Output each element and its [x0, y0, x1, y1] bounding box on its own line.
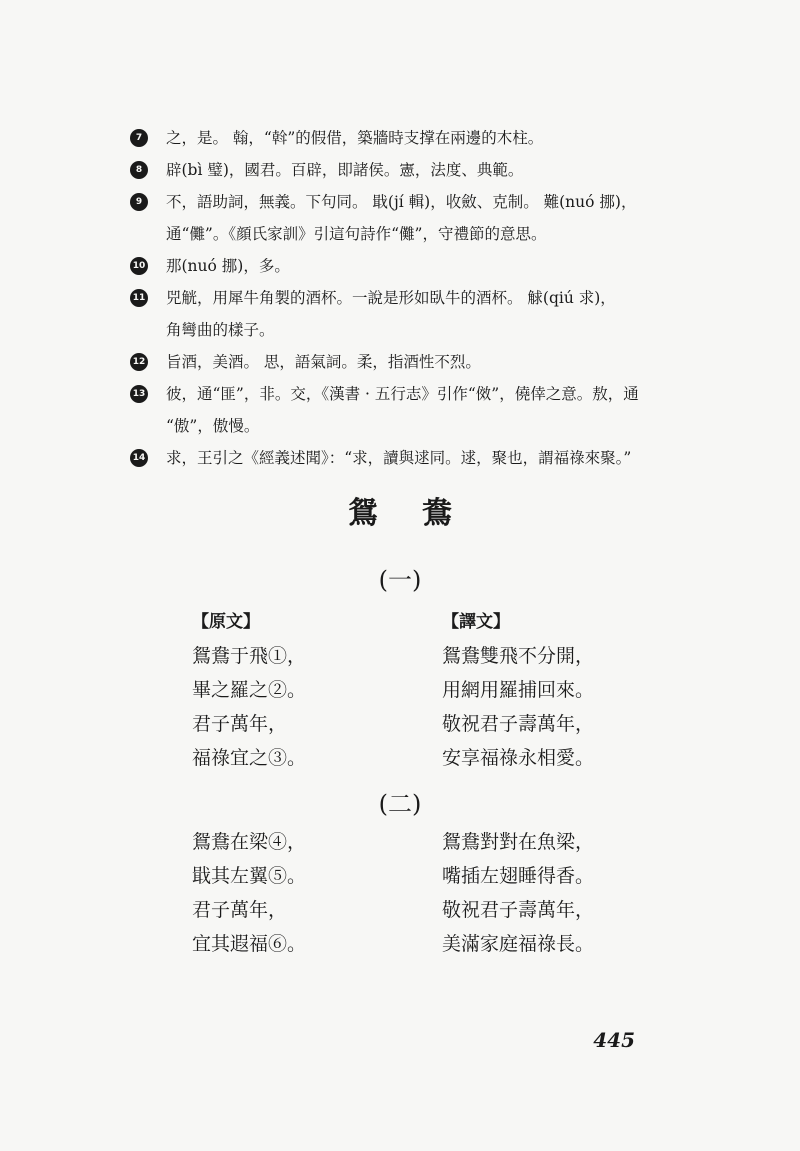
note-text: 辟(bì 璧)，國君。百辟，即諸侯。憲，法度、典範。: [166, 161, 524, 179]
note-number: 12: [130, 353, 148, 371]
original-text-column: [192, 825, 306, 961]
translation-line: 鴛鴦雙飛不分開，: [442, 645, 595, 667]
note-number: 9: [130, 193, 148, 211]
original-line: 鴛鴦在梁④，: [192, 831, 307, 853]
note-text: 旨酒，美酒。 思，語氣詞。柔，指酒性不烈。: [166, 353, 481, 371]
note-text: 通“儺”。《顔氏家訓》引這句詩作“儺”，守禮節的意思。: [166, 225, 547, 243]
translation-line: 嘴插左翅睡得香。: [442, 865, 595, 887]
note-number: 10: [130, 257, 148, 275]
original-line: 畢之羅之②。: [192, 679, 307, 701]
note-text: 角彎曲的樣子。: [166, 321, 275, 339]
note-12: [130, 346, 670, 378]
original-line: 君子萬年，: [192, 899, 288, 921]
note-13: [130, 378, 670, 442]
note-9: [130, 186, 670, 250]
original-header: 【原文】: [192, 612, 260, 632]
poem-title: 鴛鴦: [348, 496, 496, 531]
translation-column: [442, 605, 594, 775]
original-line: 福祿宜之③。: [192, 747, 307, 769]
note-14: [130, 442, 670, 474]
note-number: 14: [130, 449, 148, 467]
original-line: 戢其左翼⑤。: [192, 865, 307, 887]
notes-list: [130, 122, 670, 474]
note-11: [130, 282, 670, 346]
translation-line: 用網用羅捕回來。: [442, 679, 595, 701]
note-number: 8: [130, 161, 148, 179]
note-text: 不，語助詞，無義。下句同。 戢(jí 輯)，收斂、克制。 難(nuó 挪)，: [166, 193, 637, 211]
page-number: 445: [593, 1028, 635, 1052]
translation-line: 美滿家庭福祿長。: [442, 933, 595, 955]
section-label: (一): [378, 566, 422, 594]
note-text: 彼，通“匪”，非。交，《漢書 · 五行志》引作“傚”，僥倖之意。敖，通: [166, 385, 639, 403]
original-line: 鴛鴦于飛①，: [192, 645, 307, 667]
note-text: 之，是。 翰，“斡”的假借，築牆時支撑在兩邊的木柱。: [166, 129, 544, 147]
translation-column: [442, 825, 594, 961]
note-number: 13: [130, 385, 148, 403]
note-text: 求，王引之《經義述聞》：“求，讀與逑同。逑，聚也，謂福祿來聚。”: [166, 449, 632, 467]
note-number: 11: [130, 289, 148, 307]
note-10: [130, 250, 670, 282]
note-number: 7: [130, 129, 148, 147]
translation-line: 敬祝君子壽萬年，: [442, 713, 595, 735]
note-7: [130, 122, 670, 154]
note-text: 那(nuó 挪)，多。: [166, 257, 290, 275]
translation-line: 敬祝君子壽萬年，: [442, 899, 595, 921]
translation-header: 【譯文】: [442, 612, 510, 632]
original-text-column: [192, 605, 306, 775]
section-label: (二): [378, 790, 422, 818]
note-text: “傲”，傲慢。: [166, 417, 260, 435]
note-8: [130, 154, 670, 186]
note-text: 兕觥，用犀牛角製的酒杯。一說是形如臥牛的酒杯。 觩(qiú 求)，: [166, 289, 616, 307]
translation-line: 鴛鴦對對在魚梁，: [442, 831, 595, 853]
original-line: 君子萬年，: [192, 713, 288, 735]
translation-line: 安享福祿永相愛。: [442, 747, 595, 769]
original-line: 宜其遐福⑥。: [192, 933, 307, 955]
